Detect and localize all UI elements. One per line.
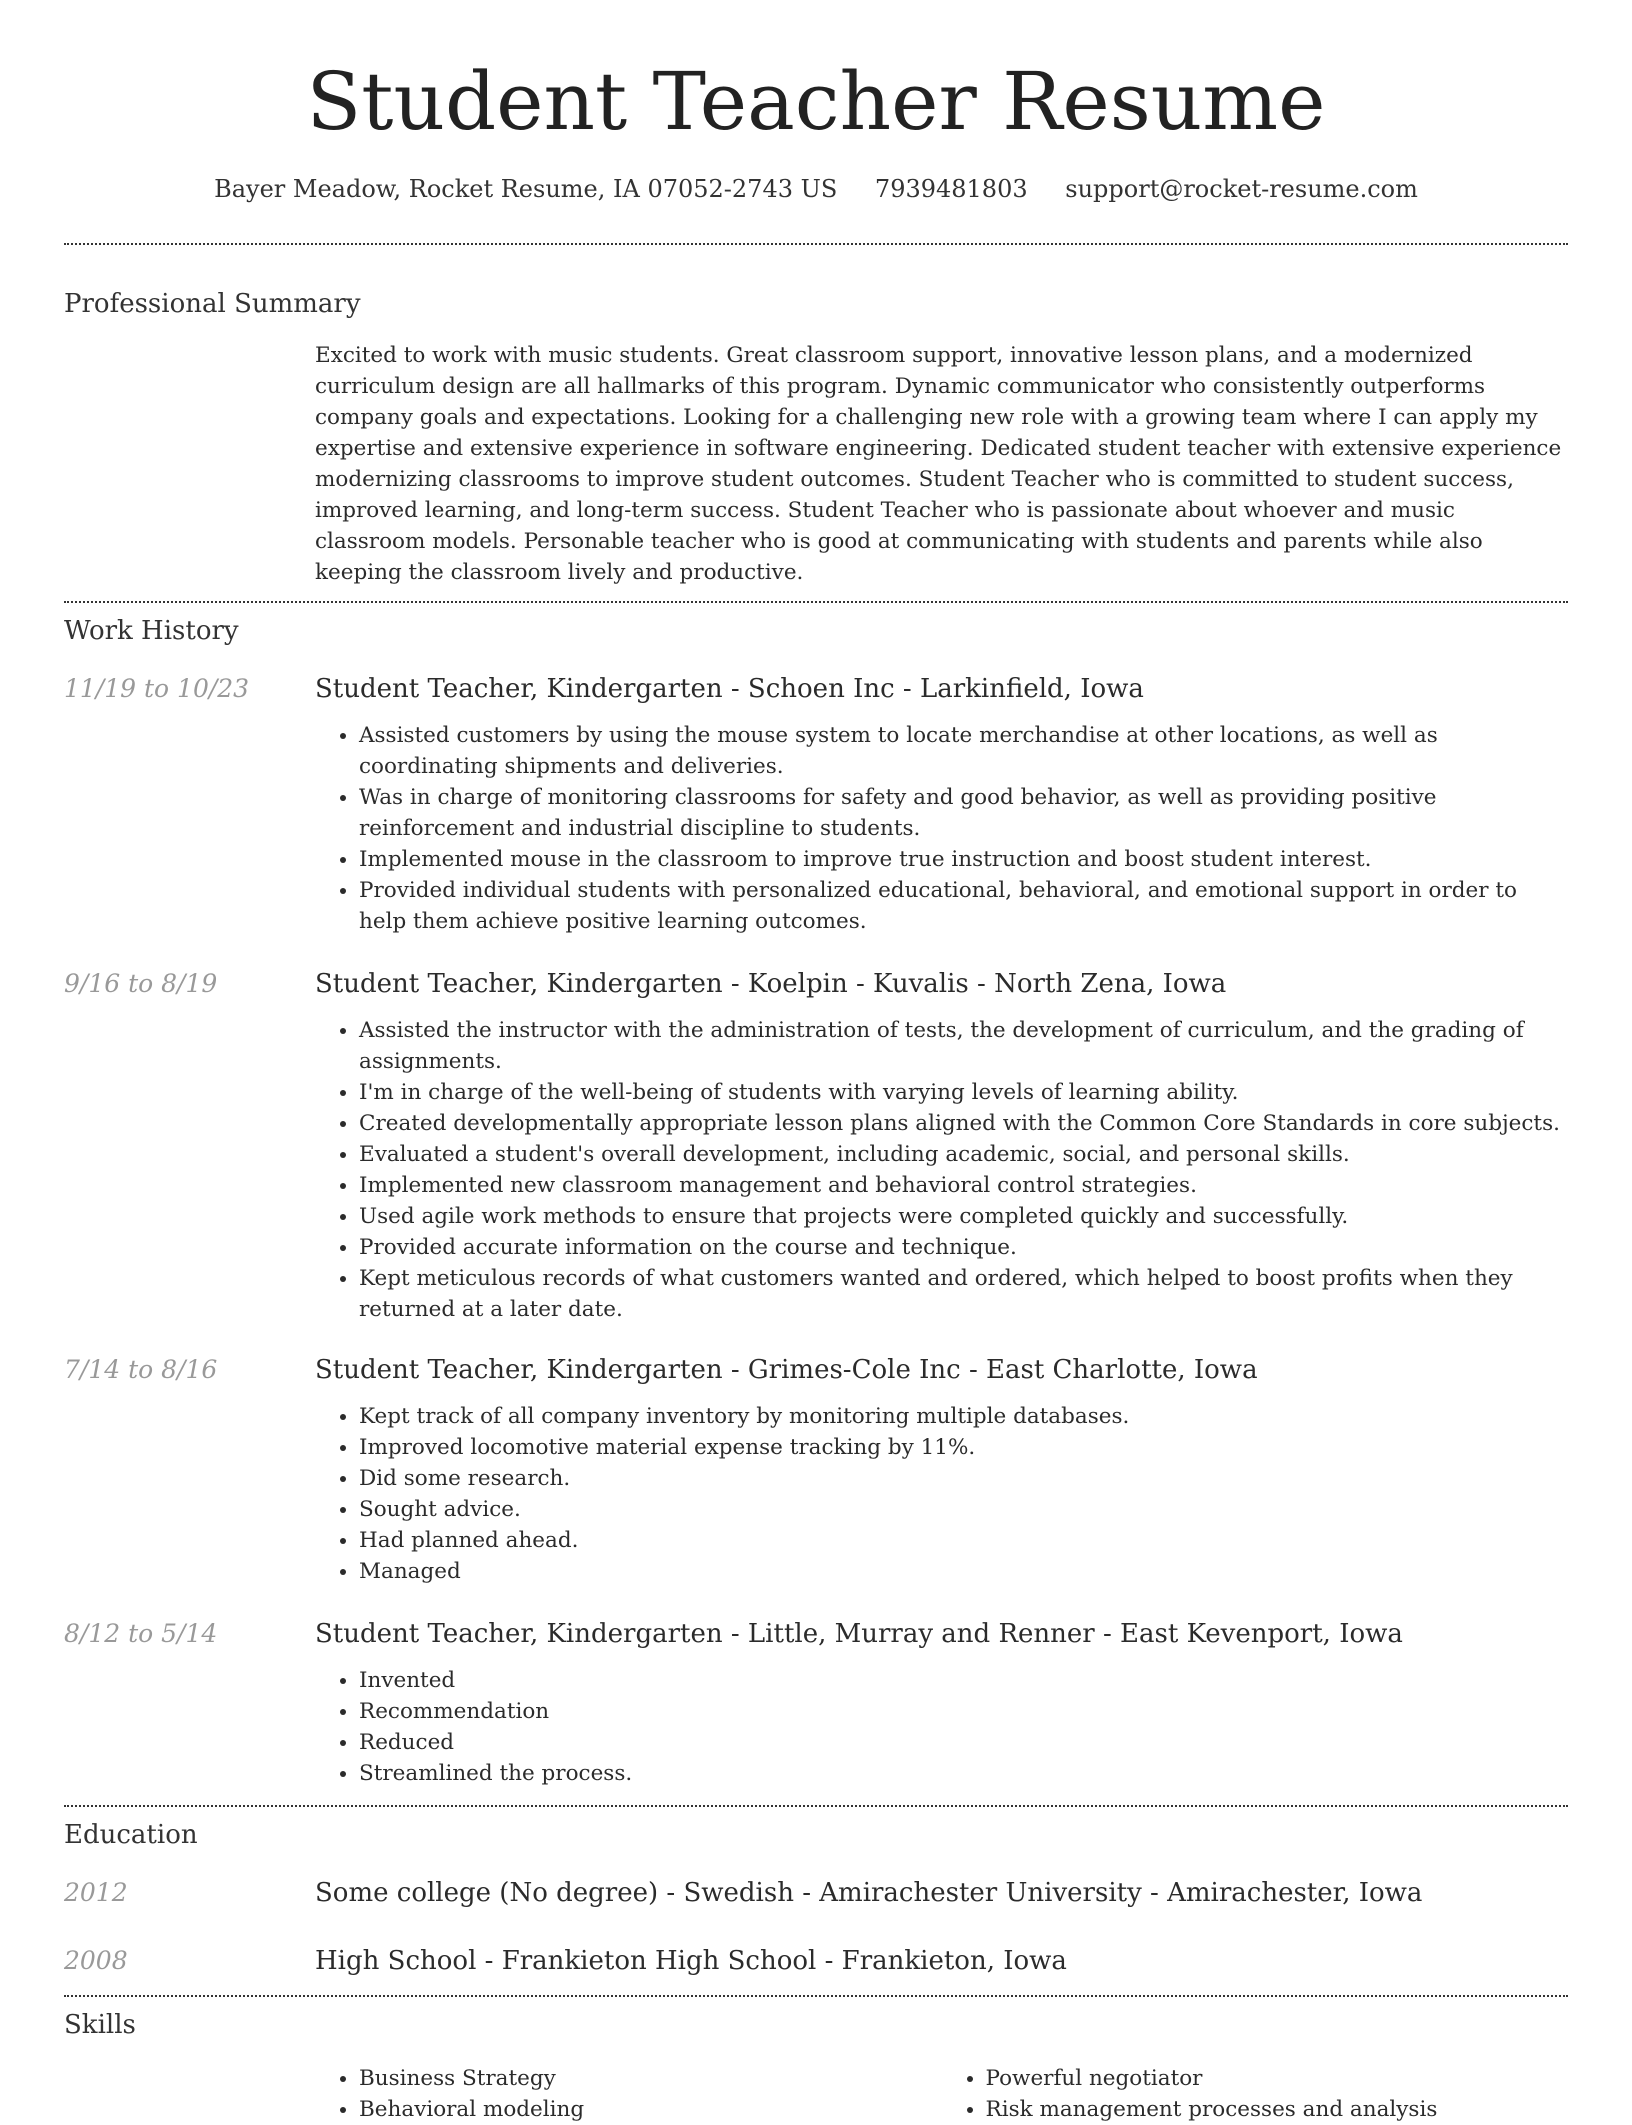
list-item: • Reduced xyxy=(359,1727,1568,1758)
list-item: • Did some research. xyxy=(359,1463,1568,1494)
divider xyxy=(64,1805,1568,1807)
education-year: 2008 xyxy=(64,1946,128,1975)
job-title: Student Teacher, Kindergarten - Schoen Inc - Larkinfield, Iowa xyxy=(315,674,1144,704)
job-entry xyxy=(64,967,1568,1325)
contact-phone: 7939481803 xyxy=(874,175,1028,203)
divider xyxy=(64,243,1568,245)
education-entry xyxy=(64,1876,1568,1910)
education-entry xyxy=(64,1944,1568,1978)
list-item: • Business Strategy xyxy=(359,2063,942,2094)
summary-text: Excited to work with music students. Great classroom support, innovative lesson plans, and a modernized curriculum design are all hallmarks of this program. Dynamic communicator who consistently outperforms company goals and expectations. Looking for a challenging new role with a growing team where I can apply my expertise and extensive experience in software engineering. Dedicated student teacher with extensive experience modernizing classrooms to improve student outcomes. Student Teacher who is committed to student success, improved learning, and long-term success. Student Teacher who is passionate about whoever and music classroom models. Personable teacher who is good at communicating with students and parents while also keeping the classroom lively and productive. xyxy=(315,343,1562,585)
list-item: • Was in charge of monitoring classrooms for safety and good behavior, as well as providing positive reinforcement and industrial discipline to students. xyxy=(359,782,1568,844)
skills-column-right xyxy=(942,2063,1569,2125)
job-bullets xyxy=(315,720,1568,937)
list-item: • Sought advice. xyxy=(359,1494,1568,1525)
list-item: • Assisted customers by using the mouse system to locate merchandise at other locations, as well as coordinating shipments and deliveries. xyxy=(359,720,1568,782)
list-item: • Created developmentally appropriate lesson plans aligned with the Common Core Standards in core subjects. xyxy=(359,1108,1568,1139)
list-item: • Used agile work methods to ensure that projects were completed quickly and successfully. xyxy=(359,1201,1568,1232)
skills-column-left xyxy=(315,2063,942,2125)
list-item: • Had planned ahead. xyxy=(359,1525,1568,1556)
job-entry xyxy=(64,1353,1568,1587)
job-entry xyxy=(64,672,1568,937)
education-detail: Some college (No degree) - Swedish - Amirachester University - Amirachester, Iowa xyxy=(315,1878,1423,1908)
job-title: Student Teacher, Kindergarten - Koelpin - Kuvalis - North Zena, Iowa xyxy=(315,969,1227,999)
job-entry xyxy=(64,1617,1568,1789)
education-detail: High School - Frankieton High School - Frankieton, Iowa xyxy=(315,1946,1067,1976)
job-title: Student Teacher, Kindergarten - Little, Murray and Renner - East Kevenport, Iowa xyxy=(315,1619,1403,1649)
list-item: • Streamlined the process. xyxy=(359,1758,1568,1789)
job-bullets xyxy=(315,1015,1568,1325)
list-item: • Powerful negotiator xyxy=(986,2063,1569,2094)
job-dates: 11/19 to 10/23 xyxy=(64,674,250,703)
list-item: • Kept meticulous records of what customers wanted and ordered, which helped to boost profits when they returned at a later date. xyxy=(359,1263,1568,1325)
list-item: • Assisted the instructor with the administration of tests, the development of curriculum, and the grading of assignments. xyxy=(359,1015,1568,1077)
list-item: • Evaluated a student's overall development, including academic, social, and personal skills. xyxy=(359,1139,1568,1170)
education-heading: Education xyxy=(64,1820,198,1850)
list-item: • Improved locomotive material expense tracking by 11%. xyxy=(359,1432,1568,1463)
skills-list xyxy=(315,2063,1568,2125)
contact-address: Bayer Meadow, Rocket Resume, IA 07052-2743 US xyxy=(214,175,838,203)
contact-email: support@rocket-resume.com xyxy=(1065,175,1418,203)
job-bullets xyxy=(315,1665,1568,1789)
list-item: • I'm in charge of the well-being of students with varying levels of learning ability. xyxy=(359,1077,1568,1108)
job-dates: 9/16 to 8/19 xyxy=(64,969,218,998)
list-item: • Invented xyxy=(359,1665,1568,1696)
divider xyxy=(64,1995,1568,1997)
list-item: • Risk management processes and analysis xyxy=(986,2094,1569,2125)
resume-page xyxy=(64,0,1568,2125)
job-dates: 7/14 to 8/16 xyxy=(64,1355,218,1384)
list-item: • Managed xyxy=(359,1556,1568,1587)
list-item: • Provided accurate information on the course and technique. xyxy=(359,1232,1568,1263)
resume-title: Student Teacher Resume xyxy=(306,55,1326,148)
divider xyxy=(64,601,1568,603)
list-item: • Provided individual students with personalized educational, behavioral, and emotional support in order to help them achieve positive learning outcomes. xyxy=(359,875,1568,937)
list-item: • Implemented mouse in the classroom to improve true instruction and boost student interest. xyxy=(359,844,1568,875)
list-item: • Implemented new classroom management and behavioral control strategies. xyxy=(359,1170,1568,1201)
work-history-heading: Work History xyxy=(64,616,239,646)
contact-line xyxy=(64,172,1568,206)
skills-heading: Skills xyxy=(64,2010,136,2040)
education-year: 2012 xyxy=(64,1878,128,1907)
job-title: Student Teacher, Kindergarten - Grimes-Cole Inc - East Charlotte, Iowa xyxy=(315,1355,1258,1385)
summary-heading: Professional Summary xyxy=(64,289,361,319)
job-bullets xyxy=(315,1401,1568,1587)
list-item: • Recommendation xyxy=(359,1696,1568,1727)
list-item: • Kept track of all company inventory by monitoring multiple databases. xyxy=(359,1401,1568,1432)
summary-spacer xyxy=(64,340,315,588)
job-dates: 8/12 to 5/14 xyxy=(64,1619,218,1648)
list-item: • Behavioral modeling xyxy=(359,2094,942,2125)
summary-section xyxy=(64,340,1568,588)
